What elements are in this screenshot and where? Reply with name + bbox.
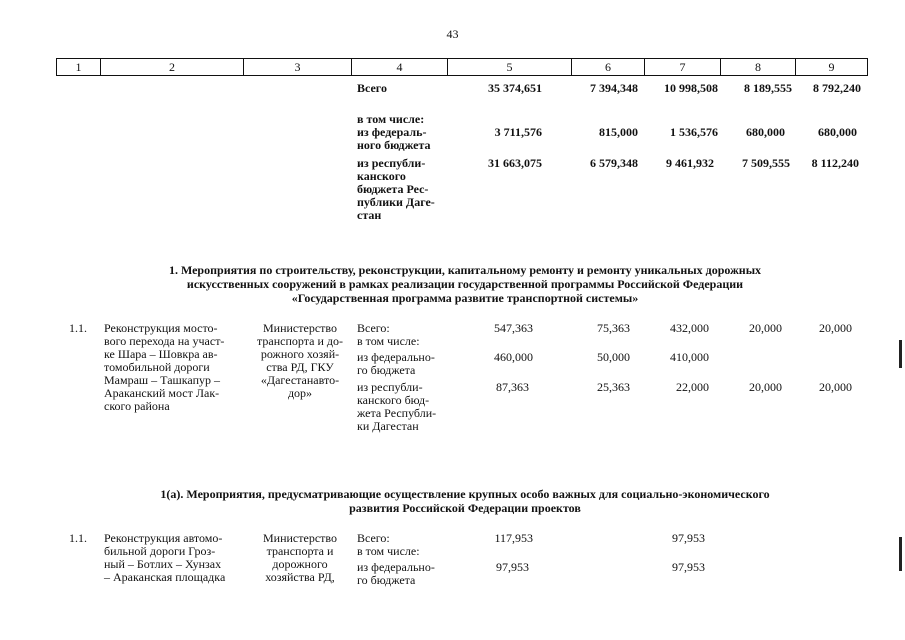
project-name: Реконструкция мосто- вого перехода на участ- ке Шара – Шовкра ав- томобильной дороги Мамраш – Ташкапур – Араканский мост Лак- ского района: [104, 321, 225, 413]
value-cell: 3 711,576: [494, 125, 542, 139]
page-number: 43: [446, 27, 459, 41]
value-cell: 460,000: [494, 350, 533, 364]
value-cell: 25,363: [597, 380, 630, 394]
value-cell: 35 374,651: [488, 81, 542, 95]
value-cell: 815,000: [599, 125, 638, 139]
value-cell: 31 663,075: [488, 156, 542, 170]
value-cell: 97,953: [672, 531, 705, 545]
col-header: 4: [352, 59, 448, 76]
value-cell: 20,000: [819, 380, 852, 394]
value-cell: 432,000: [670, 321, 709, 335]
value-cell: 8 189,555: [744, 81, 792, 95]
value-cell: 680,000: [818, 125, 857, 139]
value-cell: 7 394,348: [590, 81, 638, 95]
row-number: 1.1.: [69, 531, 87, 545]
finance-label: из федерально- го бюджета: [357, 560, 435, 587]
finance-label: Всего: в том числе:: [357, 531, 420, 558]
col-header: 3: [244, 59, 352, 76]
finance-label: Всего: в том числе:: [357, 321, 420, 348]
value-cell: 8 112,240: [811, 156, 859, 170]
value-cell: 87,363: [496, 380, 529, 394]
col-header: 7: [645, 59, 721, 76]
value-cell: 97,953: [672, 560, 705, 574]
finance-label: из республи- канского бюд- жета Республи- ки Дагестан: [357, 380, 437, 433]
value-cell: 7 509,555: [742, 156, 790, 170]
value-cell: 20,000: [749, 321, 782, 335]
executor: Министерство транспорта и до- рожного хозяй- ства РД, ГКУ «Дагестанавто- дор»: [257, 321, 343, 400]
col-header: 8: [721, 59, 796, 76]
project-name: Реконструкция автомо- бильной дороги Гроз- ный – Ботлих – Хунзах – Араканская площадка: [104, 531, 226, 584]
value-cell: 10 998,508: [664, 81, 718, 95]
executor: Министерство транспорта и дорожного хозяйства РД,: [263, 531, 337, 584]
value-cell: 20,000: [749, 380, 782, 394]
value-cell: 117,953: [494, 531, 533, 545]
value-cell: 547,363: [494, 321, 533, 335]
value-cell: 8 792,240: [813, 81, 861, 95]
totals-label: из республи- канского бюджета Рес- публики Даге- стан: [357, 156, 435, 222]
value-cell: 97,953: [496, 560, 529, 574]
totals-label: Всего: [357, 81, 387, 95]
value-cell: 6 579,348: [590, 156, 638, 170]
col-header: 6: [572, 59, 645, 76]
value-cell: 410,000: [670, 350, 709, 364]
row-number: 1.1.: [69, 321, 87, 335]
section-title: 1. Мероприятия по строительству, реконструкции, капитальному ремонту и ремонту уникальных дорожных искусственных сооружений в рамках реализации государственной программы Российской Федерации «Государственная программа развитие транспортной системы»: [168, 263, 762, 305]
value-cell: 20,000: [819, 321, 852, 335]
value-cell: 50,000: [597, 350, 630, 364]
col-header: 2: [101, 59, 244, 76]
value-cell: 1 536,576: [670, 125, 718, 139]
section-title: 1(а). Мероприятия, предусматривающие осуществление крупных особо важных для социально-экономического развития Российской Федерации проектов: [160, 487, 770, 515]
scan-mark: [899, 537, 902, 571]
scan-mark: [899, 340, 902, 368]
value-cell: 22,000: [676, 380, 709, 394]
value-cell: 75,363: [597, 321, 630, 335]
finance-label: из федерально- го бюджета: [357, 350, 435, 377]
value-cell: 680,000: [746, 125, 785, 139]
col-header: 9: [796, 59, 868, 76]
column-header-row: [56, 58, 868, 76]
value-cell: 9 461,932: [666, 156, 714, 170]
col-header: 1: [57, 59, 101, 76]
totals-label: в том числе: из федераль- ного бюджета: [357, 112, 431, 152]
col-header: 5: [448, 59, 572, 76]
